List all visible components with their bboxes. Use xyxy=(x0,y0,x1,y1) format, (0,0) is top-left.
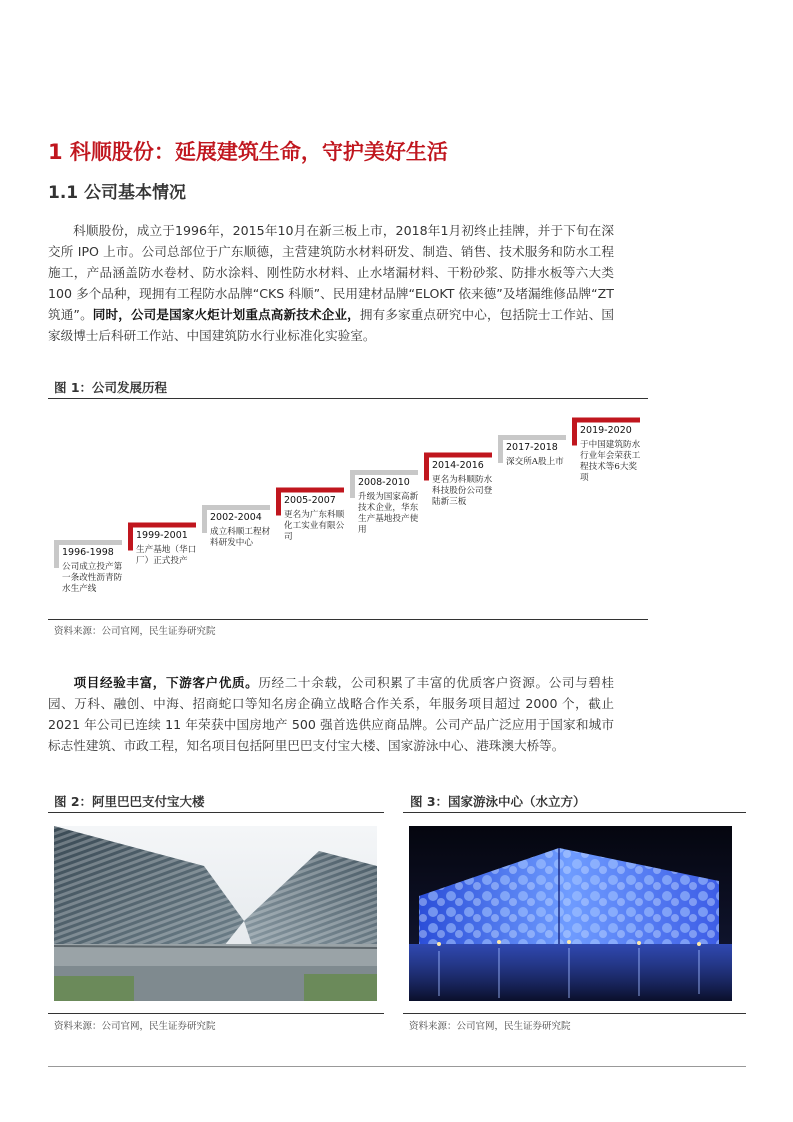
timeline-description: 更名为广东科顺化工实业有限公司 xyxy=(284,509,345,542)
timeline-step-bar xyxy=(128,523,196,528)
timeline-step-bar xyxy=(498,435,566,440)
timeline-step-bar xyxy=(54,540,122,545)
figure2-title: 图 2：阿里巴巴支付宝大楼 xyxy=(54,794,205,809)
projects-text: 历经二十余载，公司积累了丰富的优质客户资源。公司与碧桂园、万科、融创、中海、招商蛇口等知名房企确立战略合作关系，年服务项目超过 2000 个，截止 2021 年公司已连续 11 年荣获中国房地产 500 强首选供应商品牌。公司产品广泛应用于国家和城市标志性建筑、市政工程，知名项目包括阿里巴巴支付宝大楼、国家游泳中心、港珠澳大桥等。 xyxy=(48,675,615,753)
timeline-year: 2014-2016 xyxy=(432,459,484,471)
timeline-step-post xyxy=(54,540,59,568)
timeline-year: 2008-2010 xyxy=(358,477,410,488)
timeline-step-post xyxy=(424,453,429,481)
projects-paragraph xyxy=(48,672,614,756)
timeline-step-post xyxy=(128,523,133,551)
timeline-description: 于中国建筑防水行业年会荣获工程技术等6大奖项 xyxy=(580,439,641,483)
timeline-step-post xyxy=(498,435,503,463)
figure2-bottom-rule xyxy=(48,1013,384,1014)
timeline-staircase xyxy=(48,400,648,620)
figure1-bottom-rule xyxy=(48,619,648,620)
intro-text-2: 拥有多家重点研究中心，包括院士工作站、国家级博士后科研工作站、中国建筑防水行业标准化实验室。 xyxy=(48,307,615,343)
timeline-description: 升级为国家高新技术企业，华东生产基地投产使用 xyxy=(358,492,419,535)
timeline-step-bar xyxy=(350,470,418,475)
section-heading: 1 科顺股份：延展建筑生命，守护美好生活 xyxy=(48,140,448,164)
subsection-heading: 1.1 公司基本情况 xyxy=(48,183,187,203)
figure1-top-rule xyxy=(48,398,648,399)
intro-paragraph xyxy=(48,220,614,346)
timeline-description: 更名为科顺防水科技股份公司登陆新三板 xyxy=(432,474,493,507)
timeline-year: 2019-2020 xyxy=(580,424,632,436)
figure2-source: 资料来源：公司官网，民生证券研究院 xyxy=(54,1021,216,1032)
timeline-step-post xyxy=(350,470,355,498)
timeline-step-bar xyxy=(424,453,492,458)
timeline-step-post xyxy=(276,488,281,516)
timeline-step-bar xyxy=(572,418,640,423)
intro-bold-text: 同时，公司是国家火炬计划重点高新技术企业， xyxy=(92,307,360,322)
timeline-year: 2002-2004 xyxy=(210,512,262,523)
timeline-step-bar xyxy=(202,505,270,510)
figure1-source: 资料来源：公司官网，民生证券研究院 xyxy=(54,626,216,637)
timeline-description: 公司成立投产第一条改性沥青防水生产线 xyxy=(62,562,123,594)
timeline-description: 生产基地（华口厂）正式投产 xyxy=(136,544,197,566)
alipay-building-photo xyxy=(54,826,377,1001)
timeline-year: 1996-1998 xyxy=(62,547,114,558)
footer-rule xyxy=(48,1066,746,1067)
timeline-step-post xyxy=(202,505,207,533)
timeline-step-bar xyxy=(276,488,344,493)
water-cube-photo xyxy=(409,826,732,1001)
figure3-bottom-rule xyxy=(403,1013,746,1014)
timeline-step-post xyxy=(572,418,577,446)
figure3-title: 图 3：国家游泳中心（水立方） xyxy=(410,794,586,809)
figure2-top-rule xyxy=(48,812,384,813)
figure1-title: 图 1：公司发展历程 xyxy=(54,380,168,395)
figure3-source: 资料来源：公司官网，民生证券研究院 xyxy=(409,1021,571,1032)
timeline-year: 2005-2007 xyxy=(284,494,336,506)
timeline-year: 1999-2001 xyxy=(136,529,188,541)
timeline-description: 成立科顺工程材料研发中心 xyxy=(210,527,271,548)
figure3-top-rule xyxy=(403,812,746,813)
timeline-description: 深交所A股上市 xyxy=(506,457,564,467)
projects-bold-text: 项目经验丰富，下游客户优质。 xyxy=(73,675,259,690)
intro-text: 科顺股份，成立于1996年，2015年10月在新三板上市，2018年1月初终止挂牌，并于下旬在深交所 IPO 上市。公司总部位于广东顺德，主营建筑防水材料研发、制造、销售、技术服务和防水工程施工，产品涵盖防水卷材、防水涂料、刚性防水材料、止水堵漏材料、干粉砂浆、防排水板等六大类 100 多个品种，现拥有工程防水品牌“CKS 科顺”、民用建材品牌“ELOKT 依来德”及堵漏维修品牌“ZT 筑通”。 xyxy=(48,223,614,322)
timeline-year: 2017-2018 xyxy=(506,442,558,453)
